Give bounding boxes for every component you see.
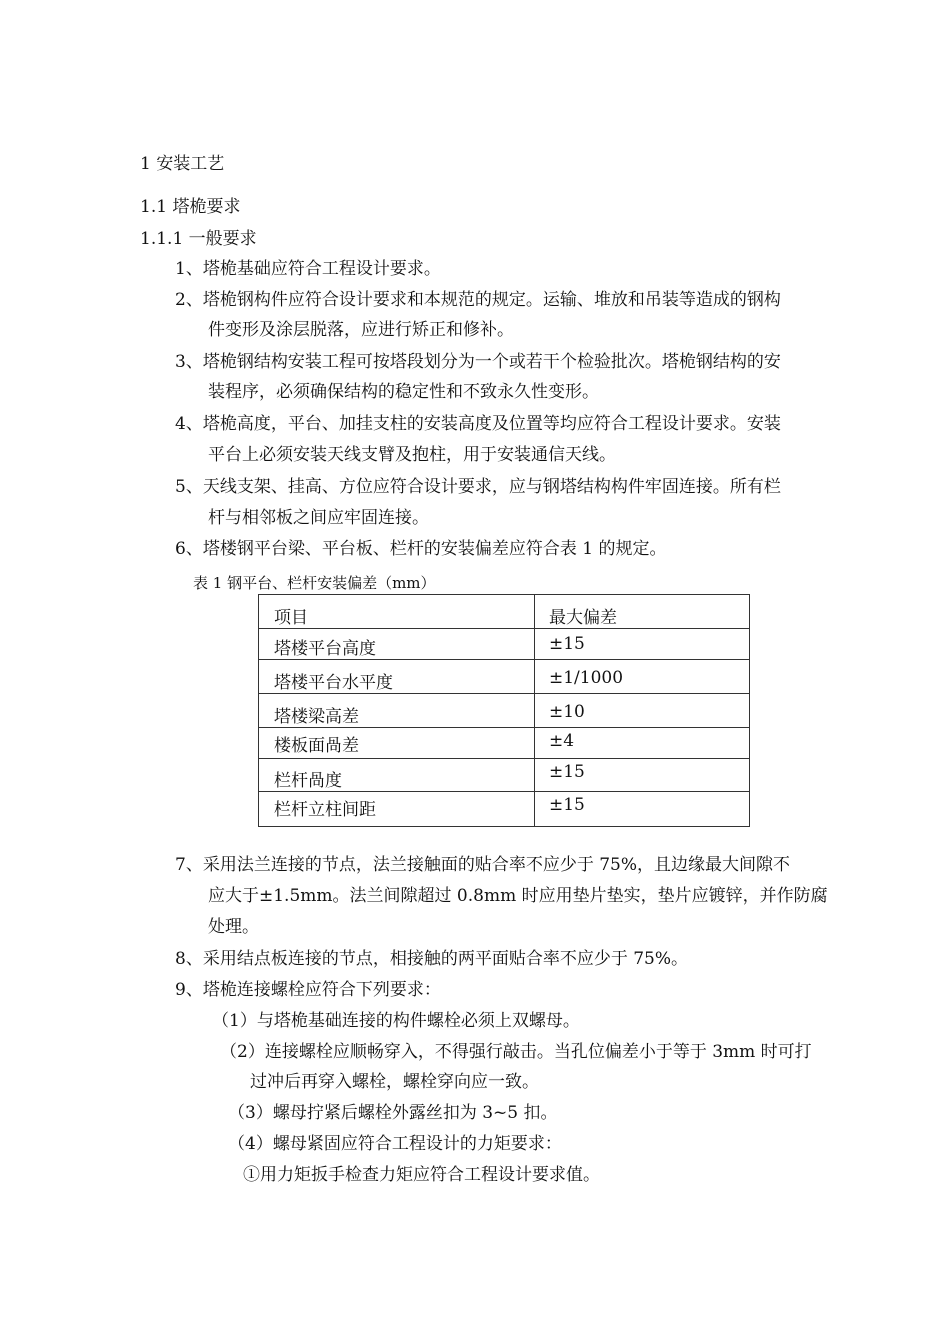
subitem-2-line-2: 过冲后再穿入螺栓，螺栓穿向应一致。 — [250, 1072, 539, 1092]
deviation-table — [258, 594, 750, 827]
subitem-1: （1）与塔桅基础连接的构件螺栓必须上双螺母。 — [212, 1011, 580, 1031]
table-header-item: 项目 — [259, 595, 535, 629]
table-row — [259, 660, 750, 694]
item-2-line-2: 件变形及涂层脱落，应进行矫正和修补。 — [208, 320, 514, 340]
item-3-line-2: 装程序，必须确保结构的稳定性和不致永久性变形。 — [208, 382, 599, 402]
table-header-max-deviation: 最大偏差 — [535, 595, 750, 629]
table-cell-item: 栏杆立柱间距 — [259, 792, 535, 827]
table-row — [259, 792, 750, 827]
section-heading-1-1-1: 1.1.1 一般要求 — [140, 229, 257, 249]
subitem-4: （4）螺母紧固应符合工程设计的力矩要求： — [228, 1134, 562, 1154]
item-2-line-1: 2、塔桅钢构件应符合设计要求和本规范的规定。运输、堆放和吊装等造成的钢构 — [175, 290, 781, 310]
item-7-line-2: 应大于±1.5mm。法兰间隙超过 0.8mm 时应用垫片垫实，垫片应镀锌，并作防腐 — [208, 886, 828, 906]
table-row — [259, 728, 750, 759]
table-cell-value: ±15 — [535, 792, 750, 827]
item-4-line-2: 平台上必须安装天线支臂及抱柱，用于安装通信天线。 — [208, 445, 616, 465]
section-heading-1-1: 1.1 塔桅要求 — [140, 197, 241, 217]
item-7-line-3: 处理。 — [208, 917, 259, 937]
table-cell-value: ±10 — [535, 694, 750, 728]
item-6: 6、塔楼钢平台梁、平台板、栏杆的安装偏差应符合表 1 的规定。 — [175, 539, 667, 559]
table-cell-item: 塔楼平台高度 — [259, 629, 535, 660]
table-cell-value: ±15 — [535, 759, 750, 792]
subitem-4-point-1: ①用力矩扳手检查力矩应符合工程设计要求值。 — [243, 1165, 600, 1185]
table-cell-item: 塔楼梁高差 — [259, 694, 535, 728]
table-row — [259, 629, 750, 660]
item-5-line-1: 5、天线支架、挂高、方位应符合设计要求，应与钢塔结构构件牢固连接。所有栏 — [175, 477, 781, 497]
item-8: 8、采用结点板连接的节点，相接触的两平面贴合率不应少于 75%。 — [175, 949, 689, 969]
table-row — [259, 759, 750, 792]
table-cell-item: 楼板面咼差 — [259, 728, 535, 759]
item-9: 9、塔桅连接螺栓应符合下列要求： — [175, 980, 441, 1000]
item-7-line-1: 7、采用法兰连接的节点，法兰接触面的贴合率不应少于 75%，且边缘最大间隙不 — [175, 855, 791, 875]
table-cell-item: 塔楼平台水平度 — [259, 660, 535, 694]
table-cell-value: ±1/1000 — [535, 660, 750, 694]
subitem-3: （3）螺母拧紧后螺栓外露丝扣为 3~5 扣。 — [228, 1103, 558, 1123]
table-cell-item: 栏杆咼度 — [259, 759, 535, 792]
item-5-line-2: 杆与相邻板之间应牢固连接。 — [208, 508, 429, 528]
subitem-2-line-1: （2）连接螺栓应顺畅穿入，不得强行敲击。当孔位偏差小于等于 3mm 时可打 — [220, 1042, 812, 1062]
table-cell-value: ±15 — [535, 629, 750, 660]
item-1: 1、塔桅基础应符合工程设计要求。 — [175, 259, 441, 279]
table-cell-value: ±4 — [535, 728, 750, 759]
section-heading-1: 1 安装工艺 — [140, 154, 225, 174]
table-caption: 表 1 钢平台、栏杆安装偏差（mm） — [193, 574, 436, 592]
table-row — [259, 694, 750, 728]
item-4-line-1: 4、塔桅高度，平台、加挂支柱的安装高度及位置等均应符合工程设计要求。安装 — [175, 414, 781, 434]
table-header-row — [259, 595, 750, 629]
item-3-line-1: 3、塔桅钢结构安装工程可按塔段划分为一个或若干个检验批次。塔桅钢结构的安 — [175, 352, 781, 372]
